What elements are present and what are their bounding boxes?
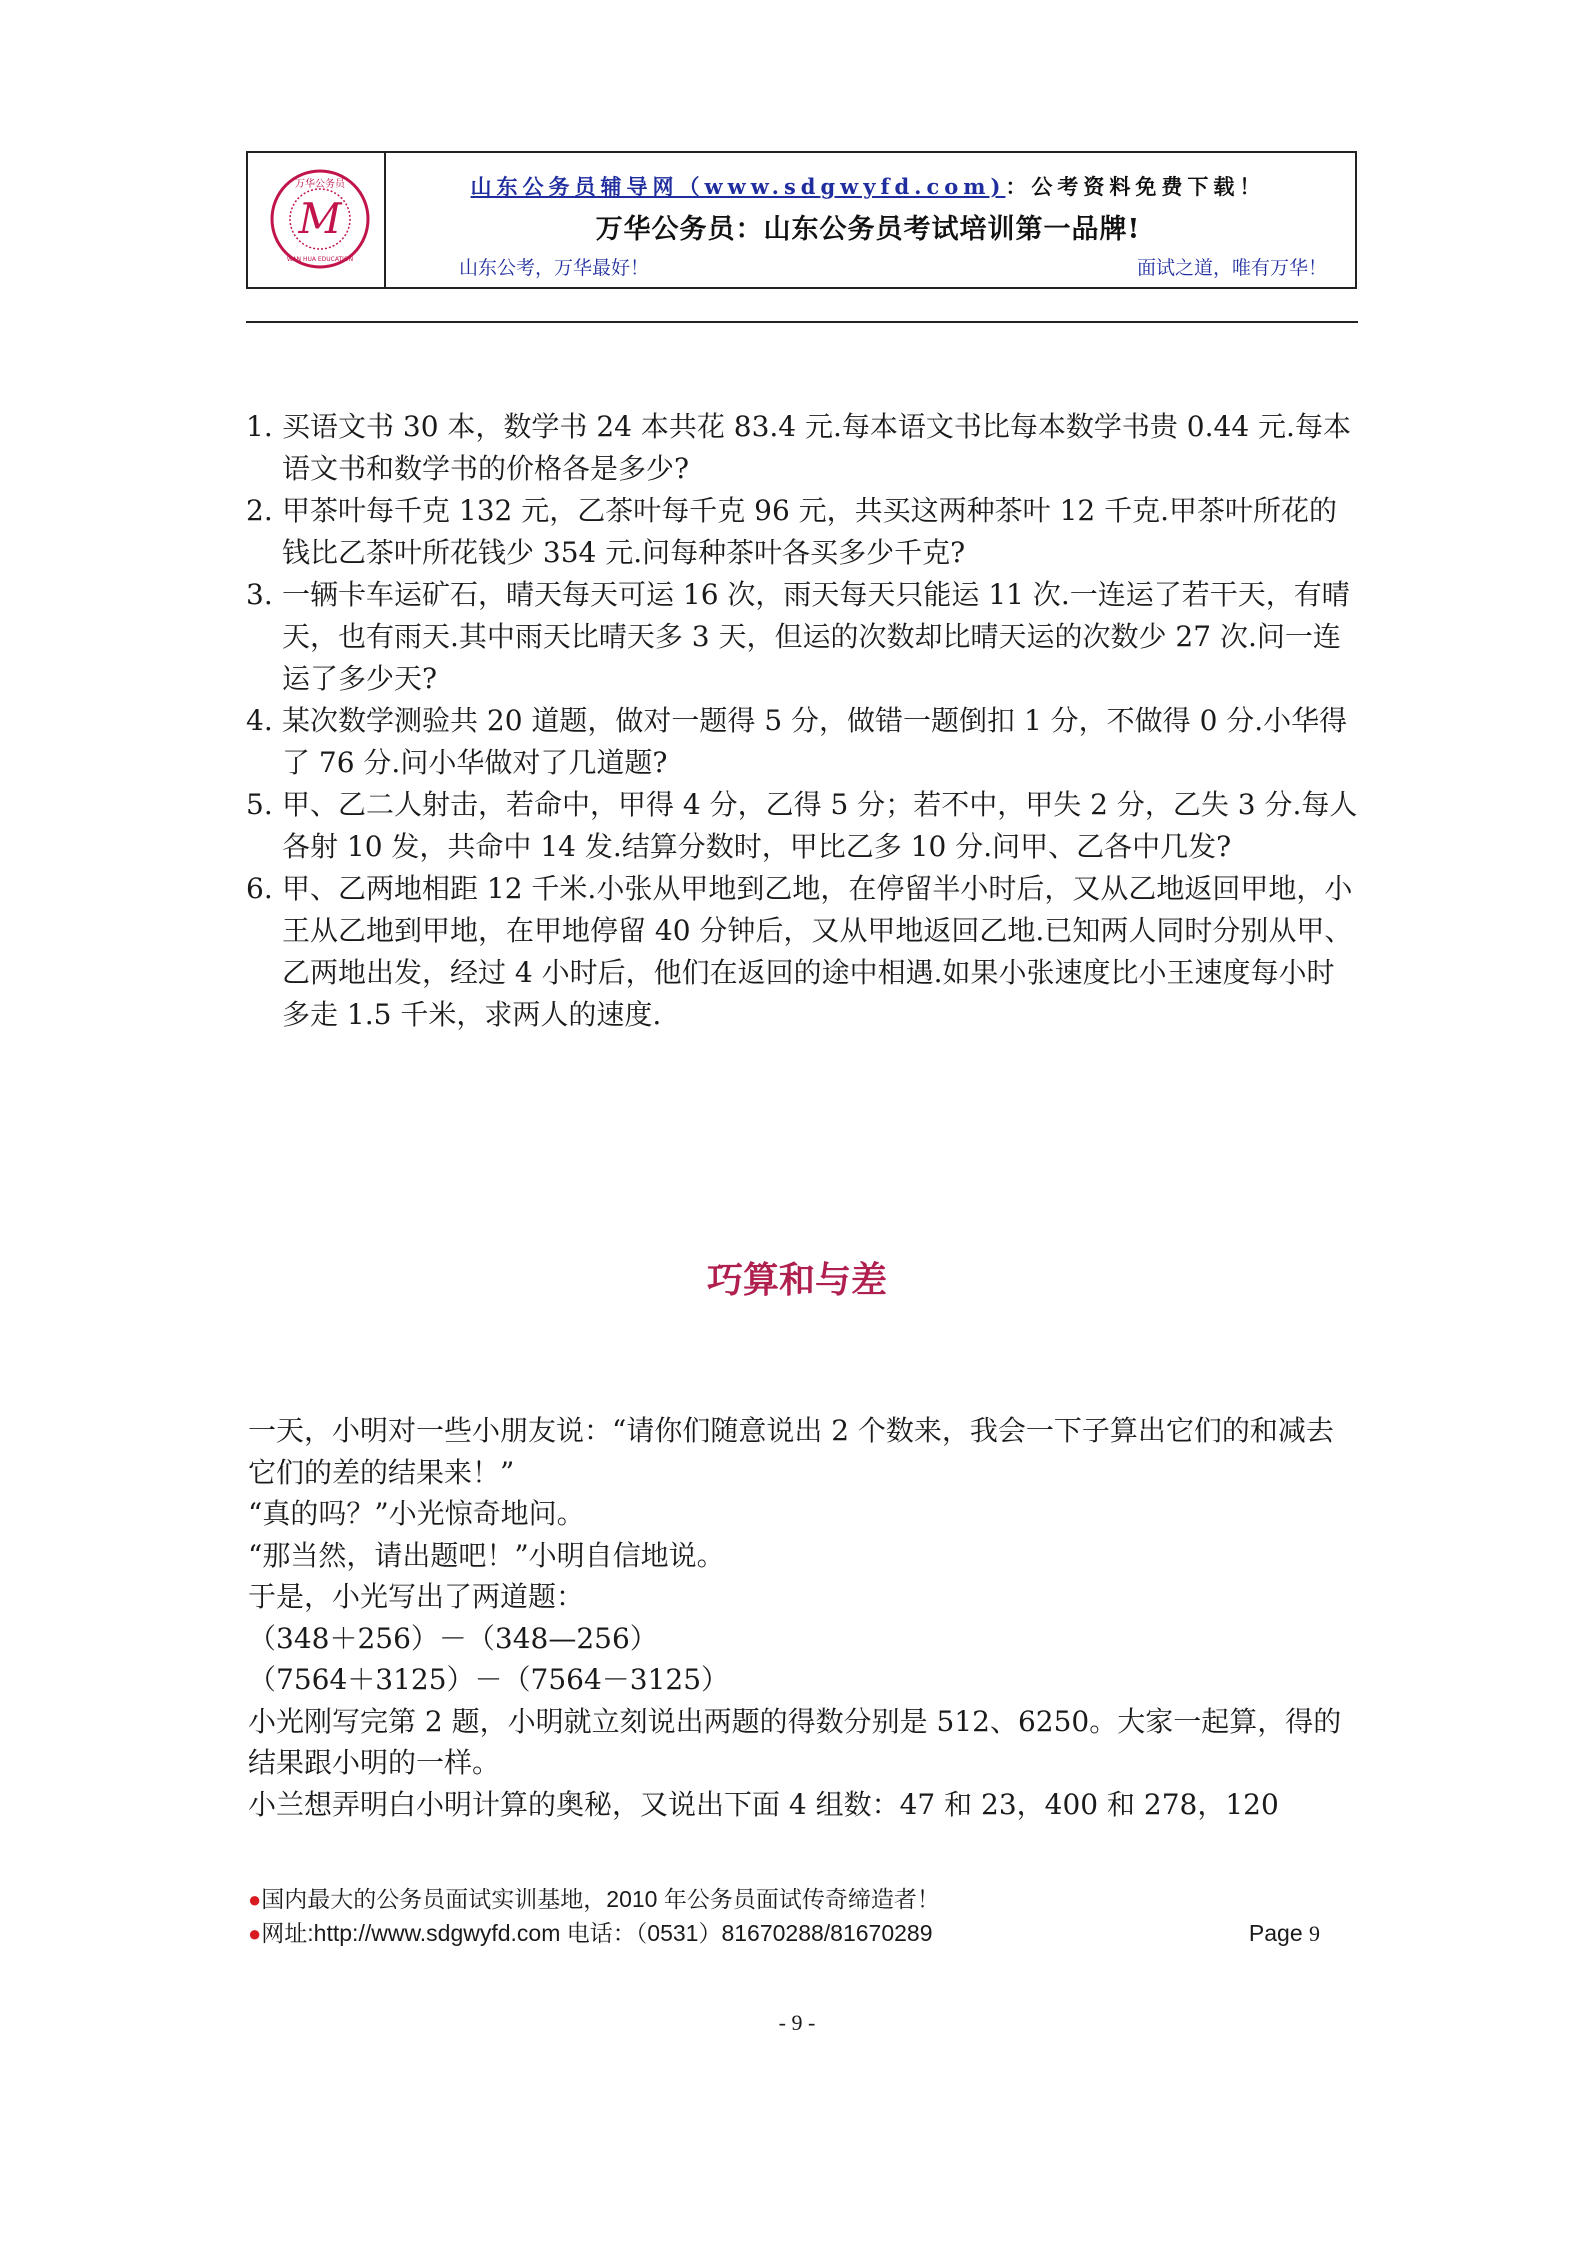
story-paragraph: （348＋256）－（348—256） — [248, 1621, 658, 1655]
header-slogan-left: 山东公考，万华最好！ — [459, 257, 650, 279]
footer-text-1: 国内最大的公务员面试实训基地，2010 年公务员面试传奇缔造者！ — [261, 1886, 940, 1912]
problem-number: 2. — [246, 494, 273, 527]
problem-list — [246, 406, 1361, 1036]
page-label-number: 9 — [1309, 1921, 1320, 1946]
logo-letters: WAN HUA EDUCATION — [286, 256, 354, 263]
problem-number: 1. — [246, 410, 273, 443]
story-paragraph: “那当然，请出题吧！”小明自信地说。 — [248, 1538, 725, 1572]
header-box — [246, 151, 1357, 289]
problem-text: 甲、乙二人射击，若命中，甲得 4 分，乙得 5 分；若不中，甲失 2 分，乙失 3 分.每人各射 10 发，共命中 14 发.结算分数时，甲比乙多 10 分.问甲、乙各中几发? — [282, 788, 1358, 863]
story-paragraph: 于是，小光写出了两道题： — [248, 1580, 585, 1613]
bullet-icon: ● — [248, 1921, 262, 1946]
problem-number: 4. — [246, 704, 273, 737]
logo-text: 万华公务员 — [295, 179, 345, 190]
problem-text: 甲、乙两地相距 12 千米.小张从甲地到乙地，在停留半小时后，又从乙地返回甲地，小王从乙地到甲地，在甲地停留 40 分钟后，又从甲地返回乙地.已知两人同时分别从甲、乙两地出发，经过 4 小时后，他们在返回的途中相遇.如果小张速度比小王速度每小时多走 1.5 千米，求两人的速度. — [282, 872, 1353, 1031]
problem-item — [246, 574, 1361, 700]
problem-number: 3. — [246, 578, 273, 611]
wanhua-logo-icon — [268, 167, 372, 271]
header-rule — [246, 321, 1358, 323]
header-divider — [384, 153, 386, 287]
site-link-suffix: ：公考资料免费下载！ — [1005, 174, 1266, 199]
story-paragraph: 小光刚写完第 2 题，小明就立刻说出两题的得数分别是 512、6250。大家一起算，得的结果跟小明的一样。 — [248, 1704, 1342, 1779]
header-tagline: 万华公务员：山东公务员考试培训第一品牌! — [595, 214, 1141, 245]
problem-item — [246, 700, 1361, 784]
story-body — [248, 1410, 1360, 1825]
footer-text-2: 网址:http://www.sdgwyfd.com 电话：（0531）81670288/81670289 — [261, 1920, 933, 1946]
problem-number: 6. — [246, 872, 273, 905]
problem-item — [246, 406, 1361, 490]
problem-item — [246, 784, 1361, 868]
section-title: 巧算和与差 — [706, 1260, 887, 1301]
page-label-text: Page — [1248, 1920, 1303, 1946]
problem-item — [246, 868, 1361, 1036]
problem-number: 5. — [246, 788, 273, 821]
page-footer — [248, 1882, 1328, 1950]
problem-text: 买语文书 30 本，数学书 24 本共花 83.4 元.每本语文书比每本数学书贵 0.44 元.每本语文书和数学书的价格各是多少? — [282, 410, 1351, 485]
problem-text: 某次数学测验共 20 道题，做对一题得 5 分，做错一题倒扣 1 分，不做得 0 分.小华得了 76 分.问小华做对了几道题? — [282, 704, 1348, 779]
header-line-1 — [398, 171, 1338, 201]
problem-item — [246, 490, 1361, 574]
story-paragraph: 一天，小明对一些小朋友说：“请你们随意说出 2 个数来，我会一下子算出它们的和减去它们的差的结果来！” — [248, 1414, 1334, 1489]
footer-line-1 — [248, 1882, 1328, 1916]
story-paragraph: （7564＋3125）－（7564－3125） — [248, 1663, 730, 1696]
story-paragraph: 小兰想弄明白小明计算的奥秘，又说出下面 4 组数：47 和 23，400 和 278，120 — [248, 1787, 1279, 1821]
header-slogan-right: 面试之道，唯有万华！ — [1136, 257, 1327, 279]
page-number: - 9 - — [778, 2010, 816, 2035]
site-link[interactable]: 山东公务员辅导网（www.sdgwyfd.com) — [470, 174, 1006, 199]
story-paragraph: “真的吗？”小光惊奇地问。 — [248, 1497, 585, 1530]
bullet-icon: ● — [248, 1887, 262, 1912]
footer-line-2 — [248, 1916, 1328, 1950]
problem-text: 甲茶叶每千克 132 元，乙茶叶每千克 96 元，共买这两种茶叶 12 千克.甲茶叶所花的钱比乙茶叶所花钱少 354 元.问每种茶叶各买多少千克? — [282, 494, 1338, 569]
problem-text: 一辆卡车运矿石，晴天每天可运 16 次，雨天每天只能运 11 次.一连运了若干天，有晴天，也有雨天.其中雨天比晴天多 3 天，但运的次数却比晴天运的次数少 27 次.问一连运了多少天? — [282, 578, 1350, 695]
footer-page-label — [1249, 1916, 1320, 1951]
svg-text:M: M — [298, 194, 342, 243]
